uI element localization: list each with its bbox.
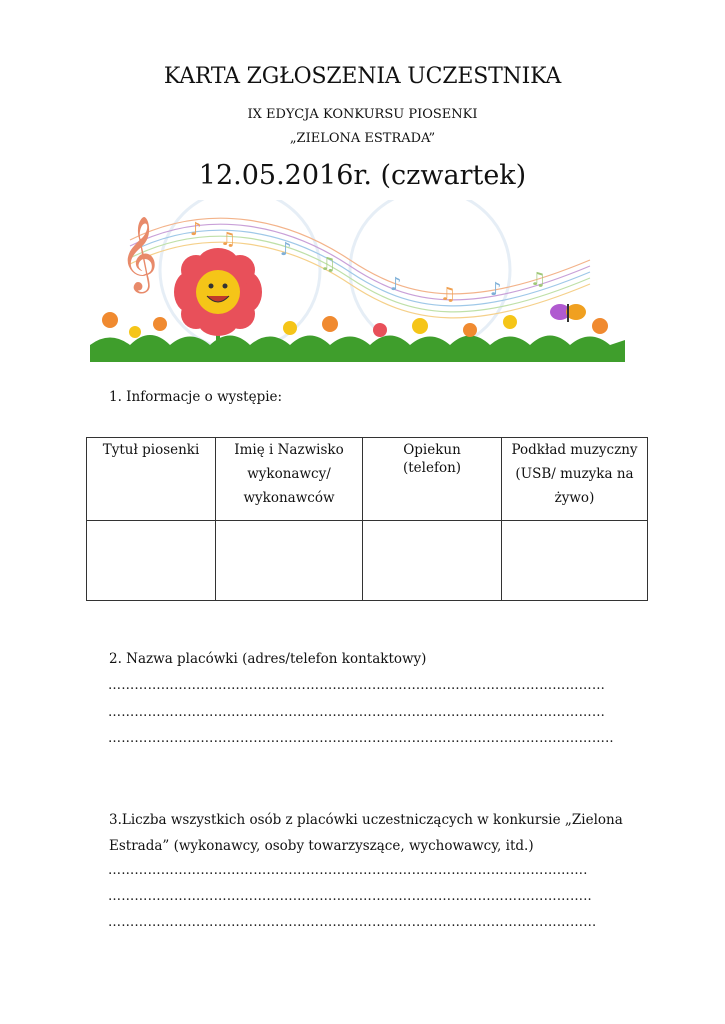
header-text: (telefon)	[402, 460, 462, 476]
smiling-flower-icon	[174, 248, 262, 350]
svg-text:♪: ♪	[390, 274, 402, 295]
event-date: 12.05.2016r. (czwartek)	[198, 160, 527, 191]
header-text: Opiekun	[403, 442, 461, 458]
header-text: wykonawcy/	[247, 466, 331, 482]
fill-in-line[interactable]: ……………………………………………………..……………………………………………	[108, 678, 606, 693]
svg-text:♫: ♫	[440, 284, 457, 305]
banner-illustration	[90, 200, 625, 362]
column-guardian	[363, 438, 502, 521]
svg-text:♫: ♫	[530, 269, 547, 290]
butterfly-icon	[550, 304, 586, 322]
header-text: Tytuł piosenki	[102, 442, 200, 458]
performer-name-cell[interactable]	[216, 521, 363, 601]
fill-in-line[interactable]: ……………………………………………………………………………………………….	[108, 863, 588, 878]
svg-text:♪: ♪	[490, 279, 502, 300]
column-song-title	[87, 438, 216, 521]
performance-info-table	[86, 437, 648, 601]
guardian-cell[interactable]	[363, 521, 502, 601]
table-header-row	[87, 438, 648, 521]
contest-edition: IX EDYCJA KONKURSU PIOSENKI	[247, 107, 478, 122]
section-1-heading: 1. Informacje o występie:	[109, 389, 283, 405]
section-3-heading	[109, 807, 629, 859]
form-title: KARTA ZGŁOSZENIA UCZESTNIKA	[163, 64, 562, 89]
header-text: (USB/ muzyka na	[515, 466, 634, 482]
fill-in-line[interactable]: ………………………………………………………………………………………………..	[108, 889, 592, 904]
svg-text:♪: ♪	[190, 219, 202, 240]
contest-name: „ZIELONA ESTRADA”	[289, 131, 436, 146]
svg-text:♫: ♫	[220, 229, 237, 250]
header-text: wykonawców	[243, 490, 335, 506]
section-3-heading-line: 3.Liczba wszystkich osób z placówki uczestniczących w konkursie „Zielona	[109, 812, 623, 828]
table-row	[87, 521, 648, 601]
svg-text:♪: ♪	[280, 239, 292, 260]
header-text: Imię i Nazwisko	[234, 442, 344, 458]
song-title-cell[interactable]	[87, 521, 216, 601]
column-backing-track	[502, 438, 648, 521]
fill-in-line[interactable]: ………………………………………………………………..…………………………………..	[108, 731, 614, 746]
section-3-heading-line: Estrada” (wykonawcy, osoby towarzyszące, wychowawcy, itd.)	[109, 838, 534, 854]
treble-clef-icon: 𝄞	[120, 217, 158, 291]
fill-in-line[interactable]: ……………………………………………………………..……………………………………	[108, 705, 606, 720]
fill-in-line[interactable]: …………………………………………………………………………………………………	[108, 915, 597, 930]
header-text: żywo)	[554, 490, 595, 506]
column-performer-name	[216, 438, 363, 521]
svg-text:♫: ♫	[320, 254, 337, 275]
header-text: Podkład muzyczny	[511, 442, 638, 458]
small-flowers-icon	[102, 312, 608, 338]
backing-track-cell[interactable]	[502, 521, 648, 601]
section-2-heading: 2. Nazwa placówki (adres/telefon kontaktowy)	[109, 651, 427, 667]
grass-border	[90, 335, 625, 362]
